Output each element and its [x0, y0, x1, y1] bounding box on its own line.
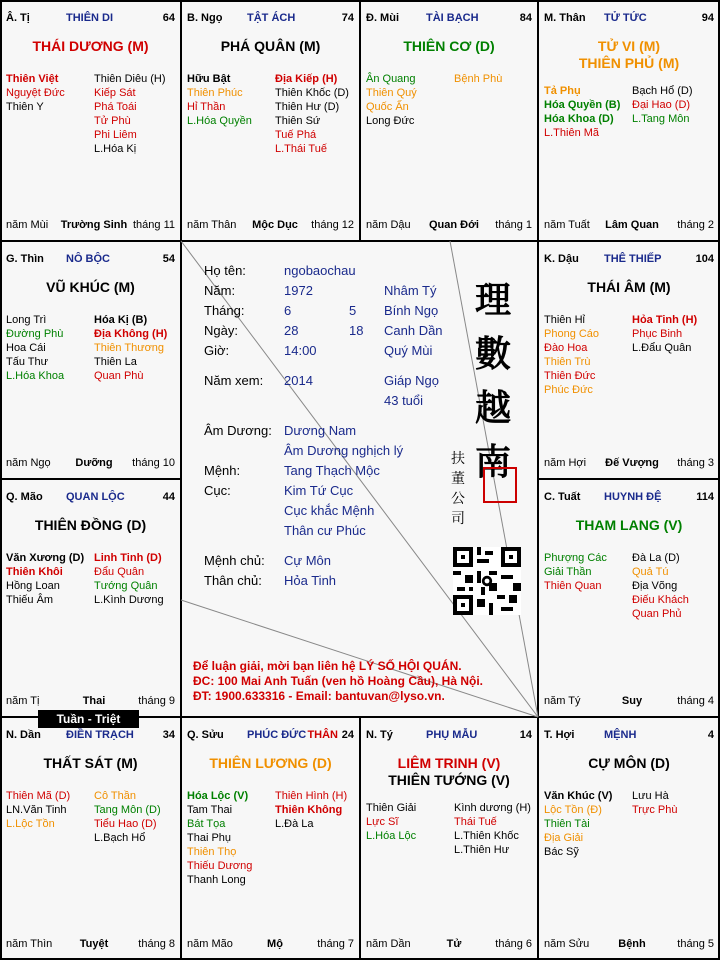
minor-star: Bạch Hổ (D) [632, 85, 693, 97]
minor-star: Đẩu Quân [94, 566, 145, 578]
major-star: THAM LANG (V) [575, 517, 683, 533]
major-stars [181, 38, 360, 55]
major-star: THÁI DƯƠNG (M) [32, 38, 149, 54]
cuc-value: Kim Tứ Cục [284, 483, 354, 498]
major-star: CỰ MÔN (D) [588, 755, 670, 771]
name-label: Họ tên: [204, 263, 246, 278]
thanchu-label: Thân chủ: [204, 573, 262, 588]
minor-star: Phúc Đức [544, 384, 593, 396]
minor-star: L.Hóa Quyền [187, 115, 252, 127]
palace-name: TỬ TỨC [604, 12, 647, 24]
amduong-label: Âm Dương: [204, 423, 272, 438]
minor-star: Lực Sĩ [366, 816, 399, 828]
palace-cell [181, 717, 360, 960]
palace-header [544, 253, 714, 269]
palace-year: năm Thìn [6, 938, 53, 950]
minor-star: L.Hóa Khoa [6, 370, 65, 382]
palace-header [187, 729, 354, 745]
minor-star: Hóa Lộc (V) [187, 790, 249, 802]
minor-star: Phượng Các [544, 552, 607, 564]
major-stars [181, 755, 360, 772]
minor-star: Tuế Phá [275, 129, 317, 141]
minor-star: L.Kình Dương [94, 594, 164, 606]
major-stars [538, 517, 720, 534]
view-year-canchi: Giáp Ngọ [384, 373, 439, 388]
palace-header [187, 12, 354, 28]
day-lunar: 18 [349, 323, 364, 338]
minor-star: Phá Toái [94, 101, 137, 113]
palace-branch: G. Thìn [6, 253, 44, 265]
palace-year: năm Hợi [544, 457, 587, 469]
calligraphy-char-3: 越 [474, 387, 511, 429]
palace-stage: Tử [446, 938, 462, 950]
minor-star: Hóa Khoa (D) [544, 113, 614, 125]
minor-star: Văn Khúc (V) [544, 790, 613, 802]
palace-footer [366, 938, 532, 952]
palace-footer [544, 695, 714, 709]
palace-footer [366, 219, 532, 233]
hour-label: Giờ: [204, 343, 230, 358]
palace-stage: Mộ [267, 938, 283, 950]
calligraphy [471, 273, 515, 489]
palace-year: năm Thân [187, 219, 237, 231]
palace-year: năm Ngọ [6, 457, 51, 469]
palace-header [6, 253, 175, 269]
palace-branch: C. Tuất [544, 491, 581, 503]
minor-star: Kình dương (H) [454, 802, 531, 814]
contact-block [193, 659, 483, 704]
minor-star: Hỉ Thần [187, 101, 226, 113]
major-star: VŨ KHÚC (M) [46, 279, 135, 295]
minor-star: Thanh Long [187, 874, 246, 886]
palace-month: tháng 12 [311, 219, 354, 231]
minor-star: Tướng Quân [94, 580, 158, 592]
palace-name: MỆNH [604, 729, 637, 741]
minor-star: Giải Thần [544, 566, 592, 578]
side-char-3: 公 [451, 491, 465, 507]
minor-star: Thiên Phúc [187, 87, 243, 99]
major-star: TỬ VI (M) [597, 38, 661, 54]
menh-label: Mệnh: [204, 463, 241, 478]
minor-star: Thiên Quan [544, 580, 602, 592]
palace-stage: Quan Đới [429, 219, 479, 231]
minor-star: Đào Hoa [544, 342, 588, 354]
palace-stage: Tuyệt [79, 938, 109, 950]
palace-year: năm Tuất [544, 219, 590, 231]
major-stars [360, 38, 538, 55]
major-stars [538, 755, 720, 772]
minor-star: L.Thiên Hư [454, 844, 510, 856]
hour-value: 14:00 [284, 343, 317, 358]
major-stars [360, 755, 538, 789]
minor-star: Lộc Tồn (Đ) [544, 804, 602, 816]
minor-star: Thiên Trù [544, 356, 591, 368]
minor-star: Tả Phụ [544, 85, 581, 97]
palace-stage: Thai [82, 695, 106, 707]
palace-year: năm Mão [187, 938, 233, 950]
minor-star: Quan Phù [94, 370, 144, 382]
palace-month: tháng 3 [677, 457, 714, 469]
palace-name: THÊ THIẾP [604, 253, 662, 265]
palace-footer [544, 457, 714, 471]
palace-header [366, 729, 532, 745]
palace-cell [360, 717, 538, 960]
minor-star: L.Lộc Tồn [6, 818, 55, 830]
amduong-note: Âm Dương nghịch lý [284, 443, 404, 458]
palace-cell [0, 479, 181, 717]
side-char-4: 司 [451, 511, 465, 527]
palace-stage: Suy [621, 695, 643, 707]
view-year-value: 2014 [284, 373, 313, 388]
palace-month: tháng 2 [677, 219, 714, 231]
palace-year: năm Dậu [366, 219, 411, 231]
palace-name: HUYNH ĐỆ [604, 491, 662, 503]
calligraphy-char-1: 理 [474, 279, 511, 321]
hour-canchi: Quý Mùi [384, 343, 433, 358]
palace-header [6, 12, 175, 28]
palace-cell [0, 241, 181, 479]
minor-star: Thiên Việt [6, 73, 59, 85]
side-char-1: 扶 [451, 451, 465, 467]
palace-number: 4 [707, 729, 714, 741]
minor-star: Long Đức [366, 115, 415, 127]
palace-month: tháng 6 [495, 938, 532, 950]
minor-star: Hóa Kị (B) [94, 314, 148, 326]
minor-star: Ân Quang [366, 73, 416, 85]
minor-star: Thiên Y [6, 101, 44, 113]
palace-name: ĐIỀN TRẠCH [66, 729, 134, 741]
minor-star: Hồng Loan [6, 580, 60, 592]
cuc-relation: Cục khắc Mệnh [284, 503, 375, 518]
palace-footer [544, 219, 714, 233]
major-stars [0, 517, 181, 534]
palace-cell [0, 717, 181, 960]
palace-stage: Dưỡng [75, 457, 113, 469]
minor-star: Thiên La [94, 356, 137, 368]
palace-year: năm Dần [366, 938, 411, 950]
minor-star: Tử Phù [94, 115, 131, 127]
year-label: Năm: [204, 283, 236, 298]
palace-name: PHỤ MẪU [426, 729, 478, 741]
view-year-label: Năm xem: [204, 373, 264, 388]
palace-footer [187, 219, 354, 233]
minor-star: Địa Võng [632, 580, 678, 592]
major-star: THIÊN CƠ (D) [403, 38, 495, 54]
palace-month: tháng 11 [132, 219, 175, 231]
minor-star: Tiểu Hao (D) [94, 818, 157, 830]
minor-star: Thiên Hỉ [544, 314, 585, 326]
minor-star: Thai Phụ [187, 832, 232, 844]
age-value: 43 tuổi [384, 393, 424, 408]
palace-month: tháng 4 [677, 695, 714, 707]
palace-than-marker: THÂN [307, 729, 338, 741]
minor-star: L.Thiên Khốc [454, 830, 519, 842]
palace-month: tháng 1 [495, 219, 532, 231]
year-value: 1972 [284, 283, 313, 298]
palace-name: QUAN LỘC [66, 491, 125, 503]
palace-branch: Â. Tị [6, 12, 30, 24]
menhchu-label: Mệnh chủ: [204, 553, 265, 568]
palace-month: tháng 10 [132, 457, 175, 469]
minor-star: Cô Thần [94, 790, 136, 802]
palace-header [544, 491, 714, 507]
palace-branch: Đ. Mùi [366, 12, 399, 24]
minor-star: Bác Sỹ [544, 846, 579, 858]
major-star: THIÊN ĐỒNG (D) [34, 517, 147, 533]
palace-number: 24 [341, 729, 354, 741]
minor-star: Kiếp Sát [94, 87, 136, 99]
minor-star: Tấu Thư [6, 356, 49, 368]
palace-year: năm Tý [544, 695, 581, 707]
palace-number: 94 [701, 12, 714, 24]
palace-number: 84 [519, 12, 532, 24]
palace-number: 34 [162, 729, 175, 741]
minor-star: Thiên Không [275, 804, 343, 816]
palace-branch: M. Thân [544, 12, 586, 24]
palace-month: tháng 7 [317, 938, 354, 950]
palace-stage: Lâm Quan [605, 219, 659, 231]
minor-star: Đường Phù [6, 328, 64, 340]
minor-star: Tam Thai [187, 804, 233, 816]
day-label: Ngày: [204, 323, 238, 338]
minor-star: Thiên Thương [94, 342, 165, 354]
palace-branch: T. Hợi [544, 729, 575, 741]
palace-cell [538, 0, 720, 241]
menhchu-value: Cự Môn [284, 553, 331, 568]
calligraphy-char-4: 南 [474, 441, 511, 483]
minor-star: Thiên Khôi [6, 566, 63, 578]
major-stars [538, 279, 720, 296]
minor-star: Thiên Khốc (D) [275, 87, 349, 99]
minor-star: L.Hóa Kị [94, 143, 137, 155]
month-lunar: 5 [349, 303, 357, 318]
menh-value: Tang Thạch Mộc [284, 463, 380, 478]
palace-branch: Q. Mão [6, 491, 43, 503]
palace-footer [6, 695, 175, 709]
minor-star: Quả Tú [632, 566, 669, 578]
year-canchi: Nhâm Tý [384, 283, 437, 298]
minor-star: Địa Giải [544, 832, 584, 844]
minor-star: Phục Binh [632, 328, 683, 340]
minor-star: Bệnh Phù [454, 73, 503, 85]
contact-line-2: ĐC: 100 Mai Anh Tuấn (ven hồ Hoàng Cầu), Hà Nội. [193, 674, 484, 688]
major-star: PHÁ QUÂN (M) [220, 38, 321, 54]
palace-name: NÔ BỘC [66, 253, 110, 265]
palace-month: tháng 8 [138, 938, 175, 950]
minor-star: Thiên Hình (H) [275, 790, 348, 802]
palace-year: năm Tị [6, 695, 40, 707]
palace-name: TẬT ÁCH [247, 12, 296, 24]
palace-month: tháng 9 [138, 695, 175, 707]
minor-star: Hoa Cái [6, 342, 46, 354]
palace-branch: N. Tý [366, 729, 393, 741]
major-star: THIÊN LƯƠNG (D) [209, 755, 332, 771]
minor-star: Thiếu Dương [187, 860, 253, 872]
thanchu-value: Hỏa Tinh [284, 573, 337, 588]
minor-star: Đà La (D) [632, 552, 680, 564]
amduong-value: Dương Nam [284, 423, 357, 438]
minor-star: Tang Môn (D) [94, 804, 161, 816]
minor-star: Thiên Diêu (H) [94, 73, 166, 85]
month-label: Tháng: [204, 303, 245, 318]
major-star: THIÊN PHỦ (M) [578, 55, 680, 71]
than-position: Thân cư Phúc [284, 523, 366, 538]
palace-year: năm Sửu [544, 938, 590, 950]
palace-branch: K. Dậu [544, 253, 579, 265]
minor-star: Quan Phủ [632, 608, 682, 620]
palace-number: 44 [162, 491, 175, 503]
minor-star: Bát Tọa [187, 818, 226, 830]
month-canchi: Bính Ngọ [384, 303, 439, 318]
palace-branch: Q. Sửu [187, 729, 224, 741]
minor-star: LN.Văn Tinh [6, 804, 67, 816]
red-seal [483, 467, 517, 503]
minor-star: Thiên Thọ [187, 846, 237, 858]
minor-star: Đại Hao (D) [632, 99, 691, 111]
major-stars [0, 755, 181, 772]
minor-star: L.Thiên Mã [544, 127, 600, 139]
cuc-label: Cục: [204, 483, 231, 498]
major-stars [0, 38, 181, 55]
minor-star: Long Trì [6, 314, 47, 326]
calligraphy-char-2: 數 [474, 333, 511, 375]
major-stars [0, 279, 181, 296]
minor-star: Thiên Đức [544, 370, 596, 382]
tuan-triet-badge: Tuần - Triệt [38, 710, 139, 728]
palace-footer [544, 938, 714, 952]
major-stars [538, 38, 720, 72]
palace-branch: B. Ngọ [187, 12, 223, 24]
minor-star: Thiên Quý [366, 87, 417, 99]
major-star: THẤT SÁT (M) [43, 755, 138, 771]
palace-branch: N. Dần [6, 729, 41, 741]
palace-header [544, 729, 714, 745]
minor-star: Thiên Giải [366, 802, 417, 814]
minor-star: Hỏa Tinh (H) [632, 314, 698, 326]
palace-number: 74 [341, 12, 354, 24]
center-info-panel [181, 241, 538, 717]
day-canchi: Canh Dần [384, 323, 443, 338]
palace-footer [6, 938, 175, 952]
palace-year: năm Mùi [6, 219, 49, 231]
palace-cell [538, 479, 720, 717]
palace-cell [181, 0, 360, 241]
minor-star: Thiên Sứ [275, 115, 321, 127]
minor-star: Thiên Hư (D) [275, 101, 340, 113]
minor-star: Nguyệt Đức [6, 87, 65, 99]
minor-star: Thái Tuế [454, 816, 497, 828]
month-solar: 6 [284, 303, 292, 318]
major-star: THIÊN TƯỚNG (V) [388, 772, 510, 788]
palace-cell [360, 0, 538, 241]
minor-star: Địa Không (H) [94, 328, 168, 340]
name-value: ngobaochau [284, 263, 356, 278]
palace-number: 14 [519, 729, 532, 741]
palace-stage: Mộc Dục [252, 219, 298, 231]
minor-star: Quốc Ấn [366, 101, 409, 113]
minor-star: Văn Xương (D) [6, 552, 85, 564]
palace-name: PHÚC ĐỨC [247, 729, 307, 741]
minor-star: Hữu Bật [187, 73, 231, 85]
minor-star: Linh Tinh (D) [94, 552, 162, 564]
palace-footer [6, 457, 175, 471]
minor-star: L.Bạch Hổ [94, 832, 146, 844]
minor-star: Địa Kiếp (H) [275, 73, 338, 85]
palace-stage: Đế Vượng [605, 457, 659, 469]
palace-number: 64 [162, 12, 175, 24]
minor-star: Thiên Mã (D) [6, 790, 71, 802]
minor-star: L.Thái Tuế [275, 143, 327, 155]
palace-cell [0, 0, 181, 241]
palace-header [544, 12, 714, 28]
palace-header [6, 729, 175, 745]
side-char-2: 董 [451, 471, 465, 487]
palace-cell [538, 717, 720, 960]
palace-name: TÀI BẠCH [426, 12, 479, 24]
palace-stage: Trường Sinh [60, 219, 128, 231]
minor-star: Lưu Hà [632, 790, 669, 802]
calligraphy-side [449, 449, 467, 529]
qr-code[interactable] [453, 547, 521, 615]
minor-star: Phi Liêm [94, 129, 137, 141]
palace-stage: Bệnh [618, 938, 646, 950]
minor-star: L.Tang Môn [632, 113, 690, 125]
palace-cell [538, 241, 720, 479]
minor-star: L.Đẩu Quân [632, 342, 692, 354]
contact-line-3[interactable]: ĐT: 1900.633316 - Email: bantuvan@lyso.vn. [193, 689, 445, 703]
palace-header [366, 12, 532, 28]
minor-star: Hóa Quyền (B) [544, 99, 621, 111]
palace-name: THIÊN DI [66, 12, 114, 24]
palace-number: 114 [696, 491, 714, 503]
palace-header [6, 491, 175, 507]
minor-star: L.Hóa Lộc [366, 830, 417, 842]
minor-star: L.Đà La [275, 818, 314, 830]
minor-star: Điếu Khách [632, 594, 689, 606]
minor-star: Thiên Tài [544, 818, 590, 830]
contact-line-1: Để luận giải, mời bạn liên hệ LÝ SỐ HỘI QUÁN. [193, 659, 462, 673]
minor-star: Thiếu Âm [6, 594, 54, 606]
palace-month: tháng 5 [677, 938, 714, 950]
major-star: LIÊM TRINH (V) [397, 755, 501, 771]
palace-footer [6, 219, 175, 233]
palace-number: 104 [695, 253, 714, 265]
minor-star: Phong Cáo [544, 328, 600, 340]
minor-star: Trực Phù [632, 804, 678, 816]
palace-footer [187, 938, 354, 952]
major-star: THÁI ÂM (M) [587, 279, 671, 295]
palace-number: 54 [162, 253, 175, 265]
day-solar: 28 [284, 323, 299, 338]
